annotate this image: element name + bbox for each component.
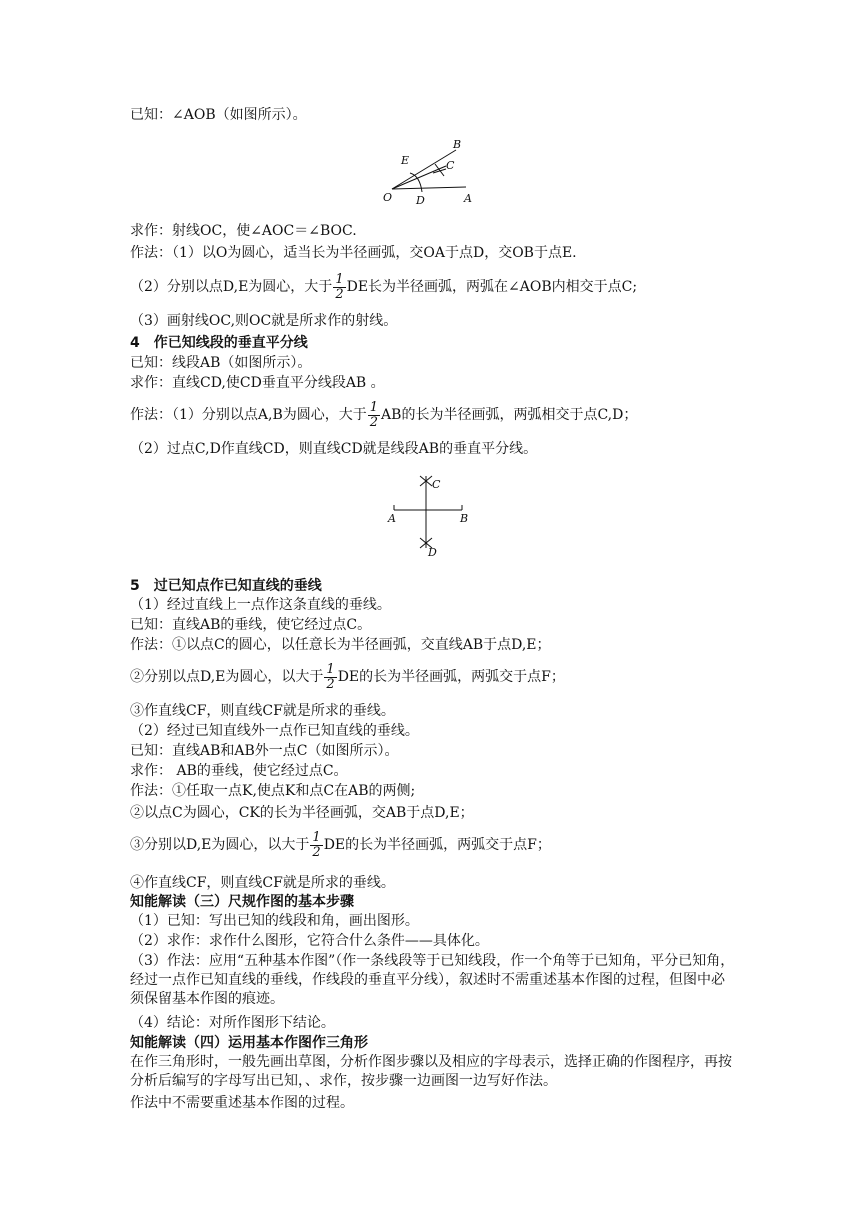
sec5-p2-given: 已知：直线AB和AB外一点C（如图所示）。 xyxy=(130,743,399,759)
sec4-step2: （2）过点C,D作直线CD，则直线CD就是线段AB的垂直平分线。 xyxy=(130,441,538,457)
perpendicular-bisector-figure xyxy=(384,472,480,562)
sec7-note: 作法中不需要重述基本作图的过程。 xyxy=(130,1095,354,1111)
sec6-step1: （1）已知：写出已知的线段和角，画出图形。 xyxy=(130,913,419,929)
sec5-p1-step2: ②分别以点D,E为圆心，以大于 $\frac{1}{2}$ DE的长为半径画弧，两弧交于点F； xyxy=(130,661,565,692)
sec7-paragraph: 在作三角形时，一般先画出草图，分析作图步骤以及相应的字母表示，选择正确的作图程序，再按分析后编写的字母写出已知，、求作，按步骤一边画图一边写好作法。 xyxy=(130,1054,732,1089)
label-e: E xyxy=(401,154,410,167)
fraction-half: $\frac{1}{2}$ xyxy=(369,399,379,430)
fraction-half: $\frac{1}{2}$ xyxy=(335,271,344,302)
label-d: D xyxy=(416,194,425,206)
sec6-step2: （2）求作：求作什么图形，它符合什么条件——具体化。 xyxy=(130,933,489,949)
label-c: C xyxy=(432,478,441,491)
sec6-step4: （4）结论：对所作图形下结论。 xyxy=(130,1015,335,1031)
sec5-p1-step3: ③作直线CF，则直线CF就是所求的垂线。 xyxy=(130,703,395,719)
sec7-heading: 知能解读（四）运用基本作图作三角形 xyxy=(130,1035,368,1051)
fraction-half: $\frac{1}{2}$ xyxy=(312,829,321,860)
label-o: O xyxy=(383,191,393,204)
angle-bisector-figure xyxy=(380,136,480,206)
sec4-step1: 作法：（1）分别以点A,B为圆心，大于 $\frac{1}{2}$ AB的长为半径画弧，两弧相交于点C,D； xyxy=(130,399,638,430)
sec3-given: 已知：∠AOB（如图所示）。 xyxy=(130,107,307,123)
sec3-find: 求作：射线OC，使∠AOC＝∠BOC. xyxy=(130,223,357,239)
sec6-heading: 知能解读（三）尺规作图的基本步骤 xyxy=(130,894,354,910)
arc-de xyxy=(410,173,422,192)
ray-oa xyxy=(392,187,466,189)
sec3-step3: （3）画射线OC,则OC就是所求作的射线。 xyxy=(130,313,398,329)
fraction-half: $\frac{1}{2}$ xyxy=(326,661,335,692)
sec5-p2-step1: 作法：①任取一点K,使点K和点C在AB的两侧; xyxy=(130,783,416,799)
sec3-step2: （2）分别以点D,E为圆心，大于 $\frac{1}{2}$ DE长为半径画弧，两弧在∠AOB内相交于点C; xyxy=(130,271,638,302)
sec4-heading: 4 作已知线段的垂直平分线 xyxy=(130,335,308,351)
sec5-p2-step4: ④作直线CF，则直线CF就是所求的垂线。 xyxy=(130,875,395,891)
sec5-p2-step3: ③分别以D,E为圆心，以大于 $\frac{1}{2}$ DE的长为半径画弧，两弧交于点F； xyxy=(130,829,551,860)
sec5-p2-step2: ②以点C为圆心，CK的长为半径画弧，交AB于点D,E； xyxy=(130,805,474,821)
sec3-step1: 作法：（1）以O为圆心，适当长为半径画弧，交OA于点D，交OB于点E. xyxy=(130,245,577,261)
sec5-heading: 5 过已知点作已知直线的垂线 xyxy=(130,578,322,594)
sec5-p2-find: 求作： AB的垂线，使它经过点C。 xyxy=(130,763,348,779)
label-a: A xyxy=(464,192,472,205)
sec6-step3: （3）作法：应用“五种基本作图”（作一条线段等于已知线段，作一个角等于已知角，平分已知角，经过一点作已知直线的垂线，作线段的垂直平分线），叙述时不需重述基本作图的过程，但图中必须保留基本作图的痕迹。 xyxy=(130,953,735,1007)
sec5-p1-given: 已知：直线AB的垂线，使它经过点C。 xyxy=(130,617,372,633)
sec4-given: 已知：线段AB（如图所示）。 xyxy=(130,355,312,371)
label-d: D xyxy=(428,546,437,559)
sec4-find: 求作：直线CD,使CD垂直平分线段AB 。 xyxy=(130,375,385,391)
sec5-p1-title: （1）经过直线上一点作这条直线的垂线。 xyxy=(130,597,391,613)
label-a: A xyxy=(388,512,396,525)
sec5-p2-title: （2）经过已知直线外一点作已知直线的垂线。 xyxy=(130,723,419,739)
label-b: B xyxy=(460,512,469,525)
label-b: B xyxy=(453,138,462,151)
sec5-p1-step1: 作法：①以点C的圆心，以任意长为半径画弧，交直线AB于点D,E； xyxy=(130,637,551,653)
label-c: C xyxy=(446,159,455,172)
ray-oc xyxy=(392,166,446,189)
